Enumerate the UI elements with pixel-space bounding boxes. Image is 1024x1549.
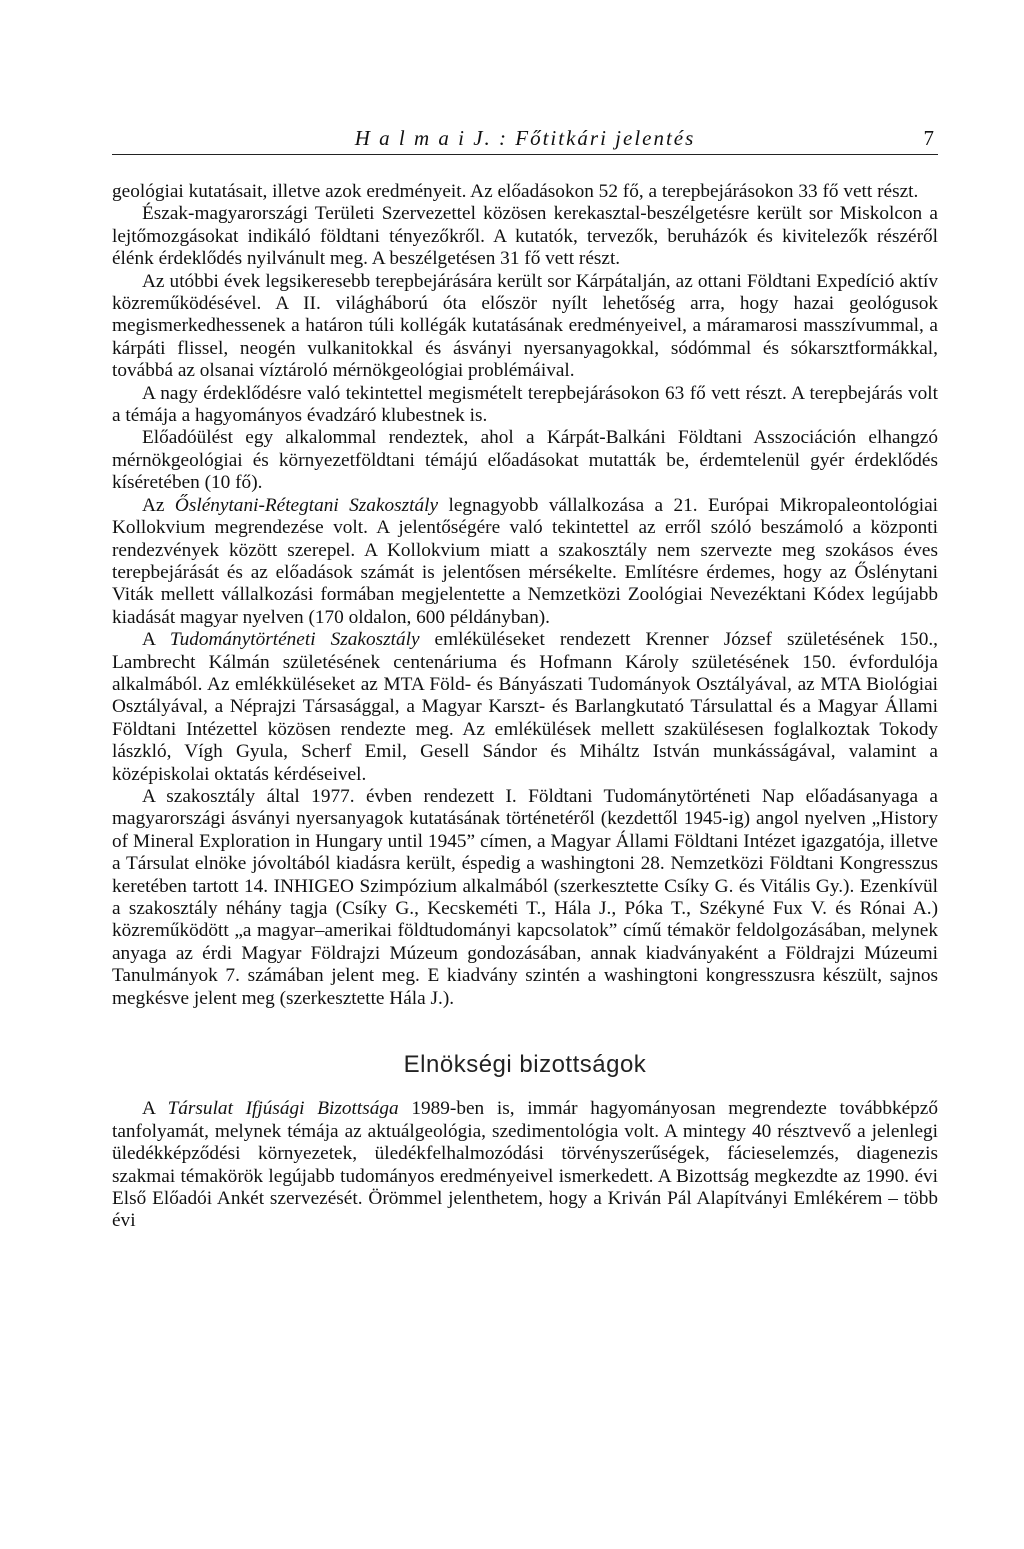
paragraph: Az utóbbi évek legsikeresebb terepbejárására került sor Kárpátalján, az ottani Földtani Expedíció aktív közreműködésével. A II. világháború óta először nyílt lehetőség arra, hogy hazai geológusok megismerkedhessenek a határon túli kollégák kutatásának eredményeivel, a máramarosi masszívummal, a kárpáti flissel, neogén vulkanitokkal és ásványi nyersanyagokkal, sódómmal és sókarsztformákkal, továbbá az olsanai víztároló mérnökgeológiai problémáival. xyxy=(112,270,938,382)
paragraph xyxy=(112,495,938,629)
paragraph-text: emléküléseket rendezett Krenner József születésének 150., Lambrecht Kálmán születésének centenáriuma és Hofmann Károly születésének 150. évfordulója alkalmából. Az emlékküléseket az MTA Föld- és Bányászati Tudományok Osztályával, az MTA Biológiai Osztályával, a Néprajzi Társasággal, a Magyar Karszt- és Barlangkutató Társulattal és a Magyar Állami Földtani Intézettel közösen rendezte meg. Az emlékülések mellett szakülésesen foglalkoztak Tokody lászkló, Vígh Gyula, Scherf Emil, Gesell Sándor és Miháltz István munkásságával, valamint a középiskolai oktatás kérdéseivel. xyxy=(112,629,938,785)
italic-term: Tudománytörténeti Szakosztály xyxy=(169,629,420,651)
italic-term: Társulat Ifjúsági Bizottsága xyxy=(167,1098,399,1120)
paragraph-text: legnagyobb vállalkozása a 21. Európai Mikropaleontológiai Kollokvium megrendezése volt. A jelentőségére való tekintettel az erről szóló beszámoló a központi rendezvények között szerepel. A Kollokvium miatt a szakosztály nem szervezte meg szokásos éves terepbejárását és az előadások számát is jelentősen mérsékelte. Említésre érdemes, hogy az Őslénytani Viták mellett vállalkozási formában megjelentette a Nemzetközi Zoológiai Nevezéktani Kódex legújabb kiadását magyar nyelven (170 oldalon, 600 példányban). xyxy=(112,494,938,628)
document-page xyxy=(112,124,938,1233)
paragraph xyxy=(112,629,938,786)
page-number: 7 xyxy=(923,126,934,150)
running-title: H a l m a i J. : Főtitkári jelentés xyxy=(354,126,696,150)
paragraph-text: Az xyxy=(142,494,175,516)
paragraph: geológiai kutatásait, illetve azok eredményeit. Az előadásokon 52 fő, a terepbejárásokon 33 fő vett részt. xyxy=(112,181,919,202)
body-text xyxy=(112,181,938,1233)
paragraph: Előadóülést egy alkalommal rendeztek, ahol a Kárpát-Balkáni Földtani Asszociáción elhangzó mérnökgeológiai és környezetföldtani témájú előadásokat mutatták be, érdemtelenül gyér érdeklődés kíséretében (10 fő). xyxy=(112,427,938,494)
paragraph-text: A xyxy=(142,1098,168,1120)
paragraph-text: A xyxy=(142,629,170,651)
paragraph: A nagy érdeklődésre való tekintettel megismételt terepbejárásokon 63 fő vett részt. A terepbejárás volt a témája a hagyományos évadzáró klubestnek is. xyxy=(112,382,938,427)
paragraph xyxy=(112,1098,938,1232)
italic-term: Őslénytani-Rétegtani Szakosztály xyxy=(174,494,439,516)
running-header xyxy=(112,124,938,155)
paragraph-text: 1989-ben is, immár hagyományosan megrendezte továbbképző tanfolyamát, melynek témája az aktuálgeológia, szedimentológia volt. A mintegy 40 résztvevő a jelenlegi üledékképződési környezetek, üledékfelhalmozódási törvényszerűségek, fácieselemzés, diagenezis szakmai témakörök legújabb tudományos eredményeivel ismerkedett. A Bizottság megkezdte az 1990. évi Első Előadói Ankét szervezését. Örömmel jelenthetem, hogy a Kriván Pál Alapítványi Emlékérem – több évi xyxy=(112,1098,939,1232)
paragraph: Észak-magyarországi Területi Szervezettel közösen kerekasztal-beszélgetésre került sor Miskolcon a lejtőmozgásokat indikáló földtani tényezőkről. A kutatók, tervezők, beruházók és kivitelezők részéről élénk érdeklődés nyilvánult meg. A beszélgetésen 31 fő vett részt. xyxy=(112,203,938,270)
paragraph: A szakosztály által 1977. évben rendezett I. Földtani Tudománytörténeti Nap előadásanyaga a magyarországi ásványi nyersanyagok kutatásának történetéről (kezdettől 1945-ig) angol nyelven „History of Mineral Exploration in Hungary until 1945” címen, a Magyar Állami Földtani Intézet igazgatója, illetve a Társulat elnöke jóvoltából kiadásra került, éspedig a washingtoni 28. Nemzetközi Földtani Kongresszus keretében tartott 14. INHIGEO Szimpózium alkalmából (szerkesztette Csíky G. és Vitális Gy.). Ezenkívül a szakosztály néhány tagja (Csíky G., Kecskeméti T., Hála J., Póka T., Székyné Fux V. és Rónai A.) közreműködött „a magyar–amerikai földtudományi kapcsolatok” című témakör feldolgozásában, melynek anyaga az érdi Magyar Földrajzi Múzeum gondozásában, annak kiadványaként a Földrajzi Múzeumi Tanulmányok 7. számában jelent meg. E kiadvány szintén a washingtoni kongresszusra készült, sajnos megkésve jelent meg (szerkesztette Hála J.). xyxy=(112,785,938,1009)
section-title: Elnökségi bizottságok xyxy=(403,1051,647,1079)
